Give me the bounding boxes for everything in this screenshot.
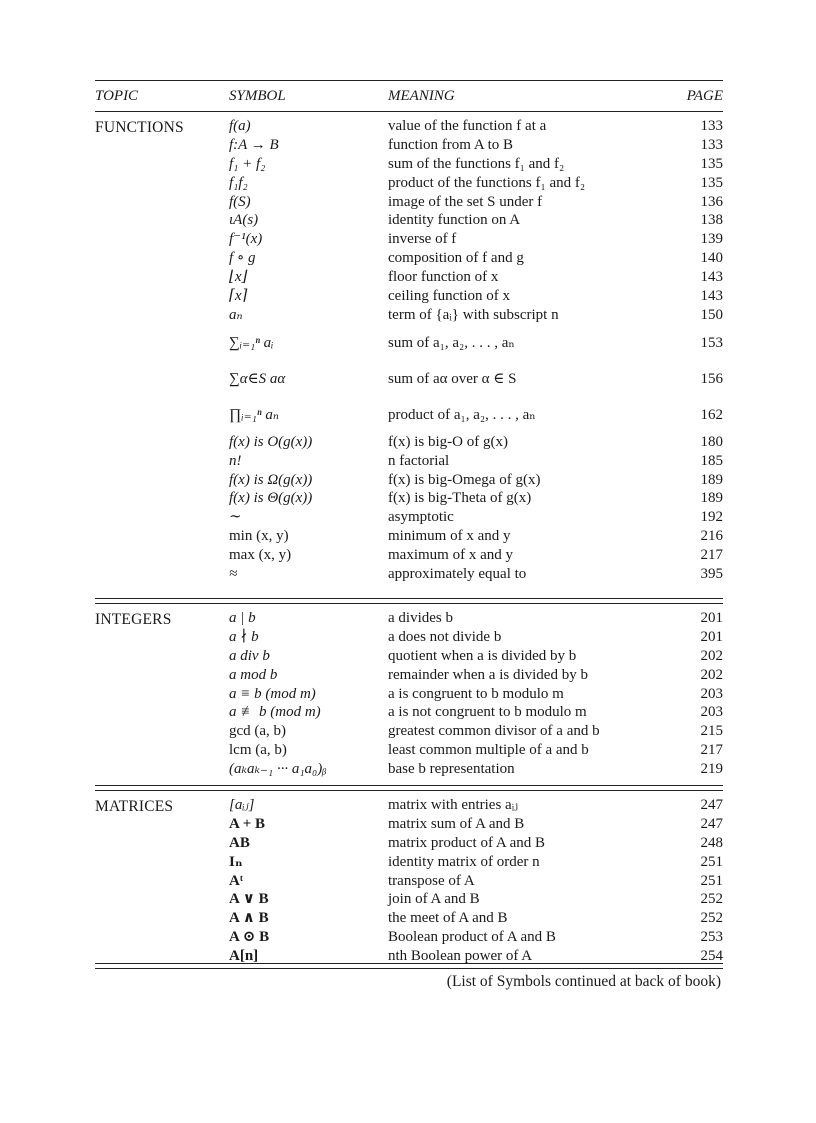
symbol-cell: f⁻¹(x)	[229, 231, 263, 248]
symbol-cell: f:A → B	[229, 136, 279, 153]
meaning-cell: quotient when a is divided by b	[388, 647, 577, 664]
symbol-cell: ∑α∈S aα	[229, 370, 286, 387]
meaning-cell: function from A to B	[388, 136, 513, 153]
meaning-cell: join of A and B	[388, 891, 480, 908]
meaning-cell: a does not divide b	[388, 628, 502, 645]
table-row	[95, 815, 723, 834]
table-row	[95, 452, 723, 471]
table-row	[95, 155, 723, 174]
bottom-divider	[95, 963, 723, 969]
symbol-cell: gcd (a, b)	[229, 723, 287, 740]
meaning-cell: image of the set S under f	[388, 193, 543, 210]
page-cell: 143	[700, 269, 723, 286]
meaning-cell: a is congruent to b modulo m	[388, 685, 564, 702]
page-cell: 216	[700, 528, 723, 545]
page-cell: 192	[700, 509, 723, 526]
page-cell: 254	[700, 948, 723, 965]
meaning-cell: nth Boolean power of A	[388, 948, 533, 965]
page-cell: 203	[700, 685, 723, 702]
symbol-cell: f(x) is Θ(g(x))	[229, 490, 313, 507]
symbol-cell: min (x, y)	[229, 528, 289, 545]
meaning-cell: sum of the functions f₁ and f₂	[388, 155, 565, 172]
page-cell: 162	[700, 406, 723, 423]
page-cell: 202	[700, 666, 723, 683]
table-row	[95, 527, 723, 546]
page-cell: 150	[700, 306, 723, 323]
symbol-cell: A + B	[229, 815, 266, 832]
symbol-cell: ∼	[229, 509, 242, 526]
symbol-cell: f(x) is O(g(x))	[229, 433, 313, 450]
table-row	[95, 471, 723, 490]
meaning-cell: f(x) is big-O of g(x)	[388, 433, 508, 450]
table-row	[95, 546, 723, 565]
symbol-cell: ιA(s)	[229, 212, 259, 229]
table-row	[95, 287, 723, 306]
page-cell: 217	[700, 547, 723, 564]
table-row	[95, 872, 723, 891]
meaning-cell: sum of aα over α ∈ S	[388, 370, 517, 387]
meaning-cell: least common multiple of a and b	[388, 742, 589, 759]
page-cell: 138	[700, 212, 723, 229]
meaning-cell: composition of f and g	[388, 250, 524, 267]
table-row	[95, 361, 723, 397]
symbol-cell: n!	[229, 452, 242, 469]
page-cell: 133	[700, 118, 723, 134]
table-row	[95, 433, 723, 452]
meaning-cell: matrix product of A and B	[388, 834, 546, 851]
header-meaning: MEANING	[388, 88, 455, 104]
meaning-cell: sum of a₁, a₂, . . . , aₙ	[388, 334, 515, 351]
symbol-cell: a | b	[229, 610, 256, 626]
page-cell: 247	[700, 815, 723, 832]
symbol-cell: A ∨ B	[229, 891, 269, 908]
meaning-cell: identity matrix of order n	[388, 853, 540, 870]
page-cell: 252	[700, 910, 723, 927]
page-cell: 189	[700, 471, 723, 488]
table-row	[95, 174, 723, 193]
symbol-cell: f(S)	[229, 193, 251, 210]
page-cell: 135	[700, 155, 723, 172]
symbol-cell: [aᵢⱼ]	[229, 797, 255, 813]
page-cell: 217	[700, 742, 723, 759]
symbol-cell: f ∘ g	[229, 250, 256, 267]
table-row	[95, 306, 723, 325]
page-cell: 252	[700, 891, 723, 908]
table-row	[95, 325, 723, 361]
symbol-cell: Iₙ	[229, 853, 243, 870]
meaning-cell: floor function of x	[388, 269, 499, 286]
header-symbol: SYMBOL	[229, 88, 286, 104]
page-cell: 133	[700, 136, 723, 153]
page-cell: 140	[700, 250, 723, 267]
page-cell: 395	[700, 566, 723, 583]
page-cell: 136	[700, 193, 723, 210]
symbol-cell: max (x, y)	[229, 547, 292, 564]
symbol-cell: AB	[229, 834, 250, 851]
symbol-cell: aₙ	[229, 306, 243, 323]
page-cell: 189	[700, 490, 723, 507]
table-row	[95, 230, 723, 249]
meaning-cell: matrix sum of A and B	[388, 815, 525, 832]
header-page: PAGE	[686, 88, 723, 104]
meaning-cell: a is not congruent to b modulo m	[388, 704, 587, 721]
symbol-cell: ⌊x⌋	[229, 269, 248, 286]
table-row	[95, 796, 723, 815]
section-title: INTEGERS	[95, 611, 172, 628]
symbol-cell: ∏ᵢ₌₁ⁿ aₙ	[229, 406, 279, 423]
meaning-cell: value of the function f at a	[388, 118, 547, 134]
page-cell: 215	[700, 723, 723, 740]
table-row	[95, 211, 723, 230]
symbol-cell: A ⊙ B	[229, 929, 270, 946]
meaning-cell: transpose of A	[388, 872, 475, 889]
page-cell: 253	[700, 929, 723, 946]
table-row	[95, 890, 723, 909]
symbol-cell: ≈	[229, 566, 238, 583]
table-row	[95, 685, 723, 704]
symbol-cell: ∑ᵢ₌₁ⁿ aᵢ	[229, 334, 274, 351]
table-row	[95, 565, 723, 584]
table-row	[95, 397, 723, 433]
meaning-cell: Boolean product of A and B	[388, 929, 556, 946]
symbol-cell: f(x) is Ω(g(x))	[229, 471, 313, 488]
page-cell: 135	[700, 174, 723, 191]
symbol-cell: f₁f₂	[229, 174, 248, 191]
meaning-cell: n factorial	[388, 452, 450, 469]
symbol-cell: (aₖaₖ₋₁ ··· a₁a₀)ᵦ	[229, 761, 327, 778]
meaning-cell: product of a₁, a₂, . . . , aₙ	[388, 406, 536, 423]
symbol-cell: a ≢ b (mod m)	[229, 704, 321, 721]
meaning-cell: the meet of A and B	[388, 910, 508, 927]
meaning-cell: approximately equal to	[388, 566, 527, 583]
table-row	[95, 193, 723, 212]
page-cell: 180	[700, 433, 723, 450]
section-title: FUNCTIONS	[95, 119, 184, 136]
meaning-cell: ceiling function of x	[388, 288, 511, 305]
table-row	[95, 249, 723, 268]
symbol-cell: a ≡ b (mod m)	[229, 685, 316, 702]
symbol-cell: a mod b	[229, 666, 278, 683]
page-cell: 201	[700, 628, 723, 645]
page-cell: 251	[700, 872, 723, 889]
symbol-cell: Aᵗ	[229, 872, 244, 889]
table-row	[95, 666, 723, 685]
meaning-cell: base b representation	[388, 761, 515, 778]
top-rule	[95, 80, 723, 81]
symbol-cell: A[n]	[229, 948, 259, 965]
meaning-cell: f(x) is big-Theta of g(x)	[388, 490, 532, 507]
page-cell: 247	[700, 797, 723, 813]
section-divider	[95, 598, 723, 604]
page-cell: 203	[700, 704, 723, 721]
page-cell: 143	[700, 288, 723, 305]
meaning-cell: greatest common divisor of a and b	[388, 723, 600, 740]
section-divider	[95, 785, 723, 791]
table-row	[95, 268, 723, 287]
table-row	[95, 508, 723, 527]
page-cell: 251	[700, 853, 723, 870]
table-row	[95, 628, 723, 647]
table-row	[95, 136, 723, 155]
symbol-cell: ⌈x⌉	[229, 288, 248, 305]
meaning-cell: remainder when a is divided by b	[388, 666, 588, 683]
section-title: MATRICES	[95, 798, 174, 815]
meaning-cell: identity function on A	[388, 212, 521, 229]
meaning-cell: f(x) is big-Omega of g(x)	[388, 471, 541, 488]
meaning-cell: maximum of x and y	[388, 547, 513, 564]
table-row	[95, 909, 723, 928]
symbol-cell: a div b	[229, 647, 270, 664]
symbol-cell: a ∤ b	[229, 628, 259, 645]
table-row	[95, 928, 723, 947]
page-cell: 202	[700, 647, 723, 664]
table-row	[95, 117, 723, 136]
meaning-cell: term of {aᵢ} with subscript n	[388, 306, 559, 323]
table-row	[95, 609, 723, 628]
meaning-cell: a divides b	[388, 610, 453, 626]
meaning-cell: matrix with entries aᵢⱼ	[388, 797, 519, 813]
page-cell: 248	[700, 834, 723, 851]
symbol-cell: lcm (a, b)	[229, 742, 287, 759]
table-row	[95, 853, 723, 872]
symbol-cell: A ∧ B	[229, 910, 269, 927]
meaning-cell: inverse of f	[388, 231, 457, 248]
table-row	[95, 489, 723, 508]
page-cell: 185	[700, 452, 723, 469]
header-topic: TOPIC	[95, 88, 139, 104]
meaning-cell: minimum of x and y	[388, 528, 511, 545]
header-rule	[95, 111, 723, 112]
table-row	[95, 703, 723, 722]
table-row	[95, 760, 723, 779]
symbol-cell: f(a)	[229, 118, 251, 134]
page-cell: 201	[700, 610, 723, 626]
meaning-cell: asymptotic	[388, 509, 454, 526]
page-cell: 153	[700, 334, 723, 351]
page-cell: 139	[700, 231, 723, 248]
symbol-cell: f₁ + f₂	[229, 155, 266, 172]
table-row	[95, 647, 723, 666]
page-cell: 219	[700, 761, 723, 778]
continuation-note: (List of Symbols continued at back of book)	[446, 973, 721, 990]
page-cell: 156	[700, 370, 723, 387]
table-row	[95, 722, 723, 741]
table-row	[95, 741, 723, 760]
meaning-cell: product of the functions f₁ and f₂	[388, 174, 586, 191]
table-row	[95, 834, 723, 853]
